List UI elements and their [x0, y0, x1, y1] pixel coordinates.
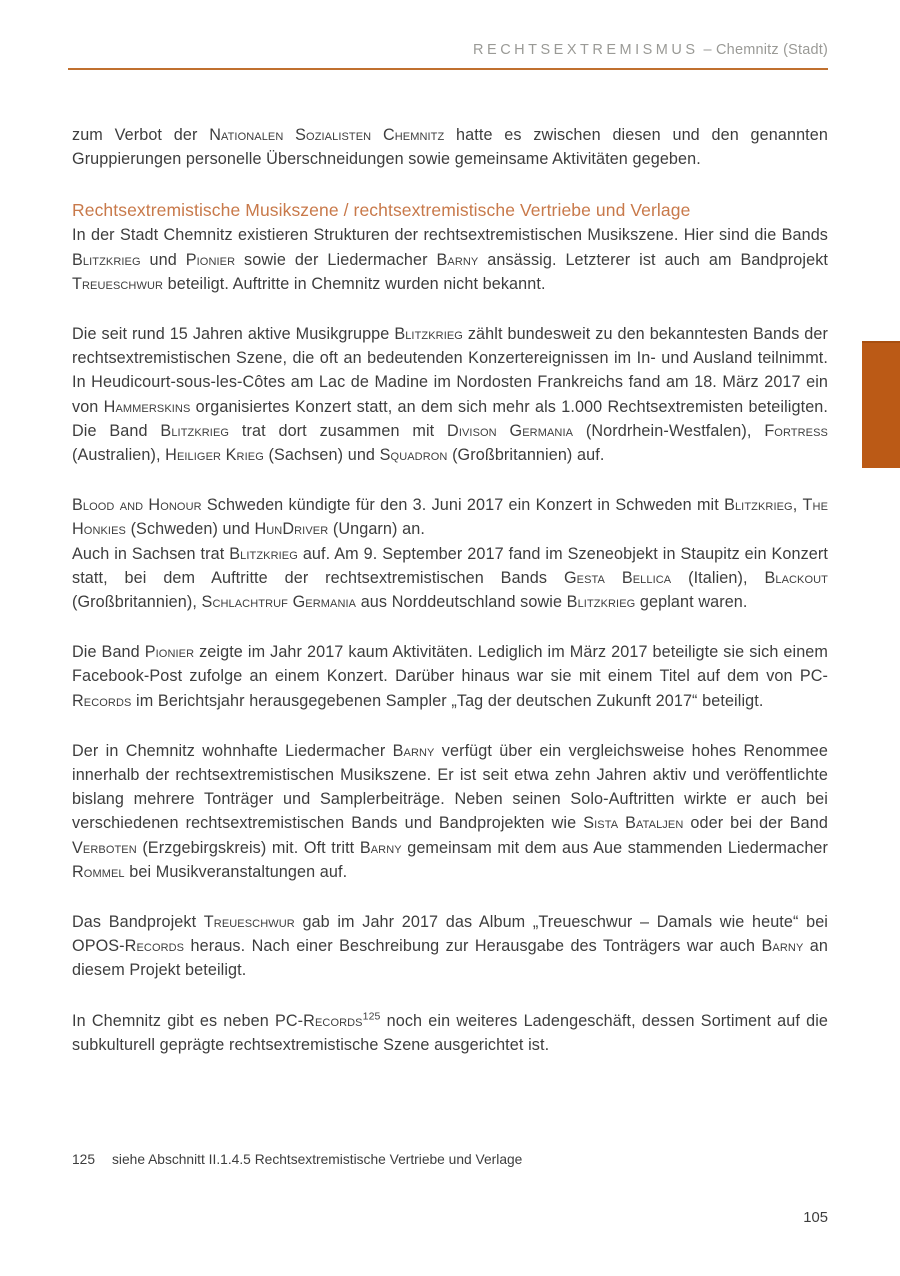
paragraph: In der Stadt Chemnitz existieren Strukturen der rechtsextremistischen Musikszene. Hier sind die Bands Blitzkrieg und Pionier sowie der Liedermacher Barny ansässig. Letzterer ist auch am Bandprojekt Treueschwur beteiligt. Auftritte in Chemnitz wurden nicht bekannt.	[72, 226, 828, 293]
footnote-number: 125	[72, 1152, 96, 1167]
page-number: 105	[803, 1210, 828, 1226]
footnote-reference: 125	[362, 1010, 381, 1023]
page-header	[0, 0, 900, 70]
paragraph: Auch in Sachsen trat Blitzkrieg auf. Am 9. September 2017 fand im Szeneobjekt in Staupitz ein Konzert statt, bei dem Auftritte der rechtsextremistischen Bands Gesta Bellica (Italien), Blackout (Großbritannien), Schlachtruf Germania aus Norddeutschland sowie Blitzkrieg geplant waren.	[72, 544, 829, 612]
paragraph: Die Band Pionier zeigte im Jahr 2017 kaum Aktivitäten. Lediglich im März 2017 beteiligte sie sich einem Facebook-Post zufolge an einem Konzert. Darüber hinaus war sie mit einem Titel auf dem von PC-Records im Berichtsjahr herausgegebenen Sampler „Tag der deutschen Zukunft 2017“ beteiligt.	[72, 643, 828, 710]
running-head	[68, 42, 828, 59]
paragraph: zum Verbot der Nationalen Sozialisten Chemnitz hatte es zwischen diesen und den genannten Gruppierungen personelle Überschneidungen sowie gemeinsame Aktivitäten gegeben.	[72, 126, 828, 169]
running-head-location: – Chemnitz (Stadt)	[703, 42, 828, 58]
paragraph: Blood and Honour Schweden kündigte für den 3. Juni 2017 ein Konzert in Schweden mit Blitzkrieg, The Honkies (Schweden) und HunDriver (Ungarn) an.	[72, 496, 828, 539]
chapter-tab-marker	[862, 341, 900, 468]
paragraph: Die seit rund 15 Jahren aktive Musikgruppe Blitzkrieg zählt bundesweit zu den bekanntesten Bands der rechtsextremistischen Szene, die oft an bedeutenden Konzertereignissen im In- und Ausland teilnimmt. In Heudicourt-sous-les-Côtes am Lac de Madine im Nordosten Frankreichs fand am 18. März 2017 ein von Hammerskins organisiertes Konzert statt, an dem sich mehr als 1.000 Rechtsextremisten beteiligten. Die Band Blitzkrieg trat dort zusammen mit Divison Germania (Nordrhein-Westfalen), Fortress (Australien), Heiliger Krieg (Sachsen) und Squadron (Großbritannien) auf.	[72, 325, 829, 465]
header-rule	[68, 68, 828, 70]
footnote	[72, 1151, 522, 1169]
paragraph: In Chemnitz gibt es neben PC-Records$^{125}$ noch ein weiteres Ladengeschäft, dessen Sortiment auf die subkulturell geprägte rechtsextremistische Szene ausgerichtet ist.	[72, 1010, 828, 1054]
page-body	[0, 123, 900, 1057]
paragraph: Der in Chemnitz wohnhafte Liedermacher Barny verfügt über ein vergleichsweise hohes Renommee innerhalb der rechtsextremistischen Musikszene. Er ist seit etwa zehn Jahren aktiv und veröffentlichte bislang mehrere Tonträger und Samplerbeiträge. Neben seinen Solo-Auftritten wirkte er auch bei verschiedenen rechtsextremistischen Bands und Bandprojekten wie Sista Bataljen oder bei der Band Verboten (Erzgebirgskreis) mit. Oft tritt Barny gemeinsam mit dem aus Aue stammenden Liedermacher Rommel bei Musikveranstaltungen auf.	[72, 741, 829, 881]
section-heading: Rechtsextremistische Musikszene / rechtsextremistische Vertriebe und Verlage	[72, 200, 691, 221]
paragraph: Das Bandprojekt Treueschwur gab im Jahr 2017 das Album „Treueschwur – Damals wie heute“ bei OPOS-Records heraus. Nach einer Beschreibung zur Herausgabe des Tonträgers war auch Barny an diesem Projekt beteiligt.	[72, 913, 828, 980]
footnote-text: siehe Abschnitt II.1.4.5 Rechtsextremistische Vertriebe und Verlage	[112, 1152, 523, 1167]
running-head-section: RECHTSEXTREMISMUS	[473, 42, 699, 58]
